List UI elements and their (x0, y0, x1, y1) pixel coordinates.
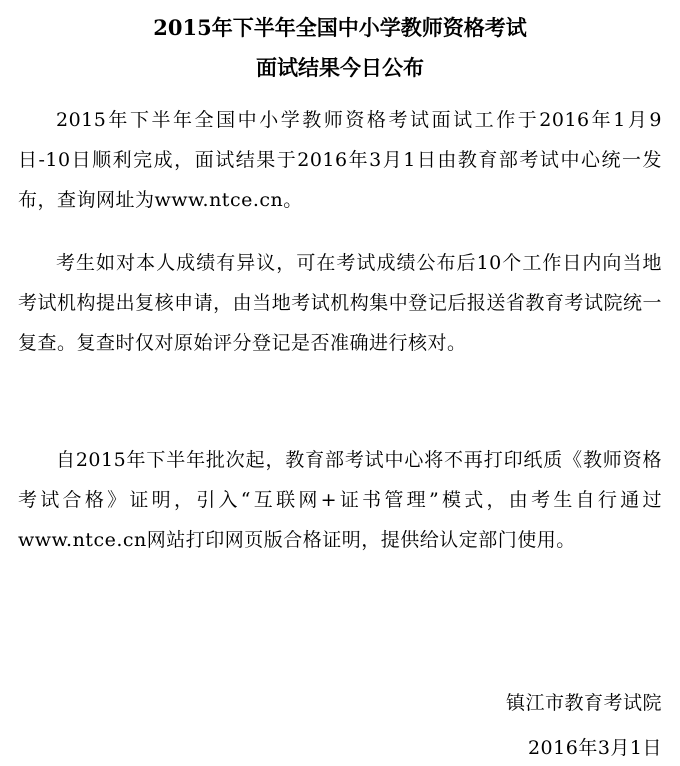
paragraph-online-certificate: 自2015年下半年批次起，教育部考试中心将不再打印纸质《教师资格考试合格》证明，引入“互联网+证书管理”模式，由考生自行通过www.ntce.cn网站打印网页版合格证明，提供给认定部门使用。 (18, 449, 662, 551)
paragraph-results-release: 2015年下半年全国中小学教师资格考试面试工作于2016年1月9日-10日顺利完成，面试结果于2016年3月1日由教育部考试中心统一发布，查询网址为www.ntce.cn。 (18, 109, 662, 211)
signature-date: 2016年3月1日 (527, 737, 662, 759)
page-title-line-2: 面试结果今日公布 (256, 55, 424, 80)
signature-organization: 镇江市教育考试院 (505, 692, 662, 714)
paragraph-review-application: 考生如对本人成绩有异议，可在考试成绩公布后10个工作日内向当地考试机构提出复核申请，由当地考试机构集中登记后报送省教育考试院统一复查。复查时仅对原始评分登记是否准确进行核对。 (18, 252, 662, 354)
page-title-line-1: 2015年下半年全国中小学教师资格考试 (153, 15, 527, 40)
